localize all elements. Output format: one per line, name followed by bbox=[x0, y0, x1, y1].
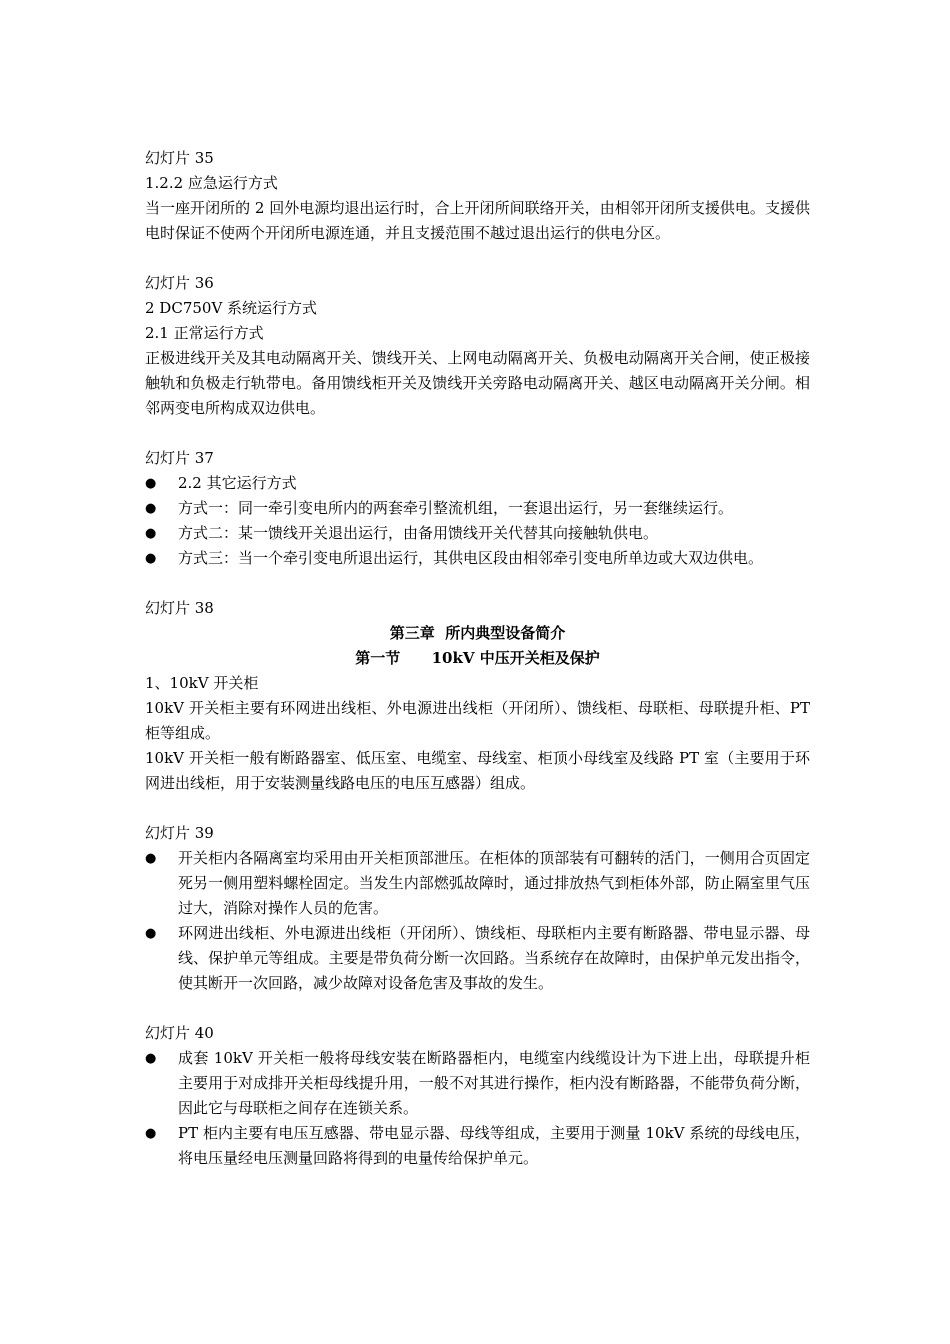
bullet-item: ● 成套 10kV 开关柜一般将母线安装在断路器柜内，电缆室内线缆设计为下进上出，母联提升柜主要用于对成排开关柜母线提升用，一般不对其进行操作，柜内没有断路器，不能带负荷分断，因此它与母联柜之间存在连锁关系。 bbox=[145, 1046, 810, 1121]
slide-label: 幻灯片 36 bbox=[145, 274, 214, 292]
section-title: 第一节 10kV 中压开关柜及保护 bbox=[355, 649, 600, 667]
bullet-icon: ● bbox=[145, 851, 157, 866]
paragraph: 10kV 开关柜一般有断路器室、低压室、电缆室、母线室、柜顶小母线室及线路 PT 室（主要用于环网进出线柜，用于安装测量线路电压的电压互感器）组成。 bbox=[145, 749, 810, 792]
bullet-icon: ● bbox=[145, 1126, 157, 1141]
slide-label: 幻灯片 37 bbox=[145, 449, 214, 467]
paragraph: 正极进线开关及其电动隔离开关、馈线开关、上网电动隔离开关、负极电动隔离开关合闸，使正极接触轨和负极走行轨带电。备用馈线柜开关及馈线开关旁路电动隔离开关、越区电动隔离开关分闸。相邻两变电所构成双边供电。 bbox=[145, 349, 810, 417]
bullet-icon: ● bbox=[145, 526, 157, 541]
slide-label: 幻灯片 40 bbox=[145, 1024, 214, 1042]
section-heading: 1.2.2 应急运行方式 bbox=[145, 174, 278, 192]
paragraph: 10kV 开关柜主要有环网进出线柜、外电源进出线柜（开闭所）、馈线柜、母联柜、母联提升柜、PT 柜等组成。 bbox=[145, 699, 810, 742]
slide-label: 幻灯片 35 bbox=[145, 149, 214, 167]
bullet-item: ● 方式三：当一个牵引变电所退出运行，其供电区段由相邻牵引变电所单边或大双边供电。 bbox=[145, 546, 810, 571]
bullet-item: ● 环网进出线柜、外电源进出线柜（开闭所）、馈线柜、母联柜内主要有断路器、带电显示器、母线、保护单元等组成。主要是带负荷分断一次回路。当系统存在故障时，由保护单元发出指令，使其断开一次回路，减少故障对设备危害及事故的发生。 bbox=[145, 921, 810, 996]
item-heading: 1、10kV 开关柜 bbox=[145, 674, 259, 692]
bullet-icon: ● bbox=[145, 551, 157, 566]
section-heading: 2 DC750V 系统运行方式 bbox=[145, 299, 318, 317]
bullet-item: ● 方式一：同一牵引变电所内的两套牵引整流机组，一套退出运行，另一套继续运行。 bbox=[145, 496, 810, 521]
bullet-icon: ● bbox=[145, 501, 157, 516]
document-page bbox=[145, 146, 810, 1171]
bullet-icon: ● bbox=[145, 1051, 157, 1066]
bullet-item: ● 开关柜内各隔离室均采用由开关柜顶部泄压。在柜体的顶部装有可翻转的活门，一侧用合页固定死另一侧用塑料螺栓固定。当发生内部燃弧故障时，通过排放热气到柜体外部，防止隔室里气压过大，消除对操作人员的危害。 bbox=[145, 846, 810, 921]
chapter-title: 第三章 所内典型设备简介 bbox=[389, 624, 566, 642]
paragraph: 当一座开闭所的 2 回外电源均退出运行时，合上开闭所间联络开关，由相邻开闭所支援供电。支援供电时保证不使两个开闭所电源连通，并且支援范围不越过退出运行的供电分区。 bbox=[145, 199, 810, 242]
slide-label: 幻灯片 38 bbox=[145, 599, 214, 617]
bullet-item: ● 方式二：某一馈线开关退出运行，由备用馈线开关代替其向接触轨供电。 bbox=[145, 521, 810, 546]
bullet-item: ● PT 柜内主要有电压互感器、带电显示器、母线等组成，主要用于测量 10kV 系统的母线电压，将电压量经电压测量回路将得到的电量传给保护单元。 bbox=[145, 1121, 810, 1171]
bullet-item: ● 2.2 其它运行方式 bbox=[145, 471, 810, 496]
slide-label: 幻灯片 39 bbox=[145, 824, 214, 842]
bullet-icon: ● bbox=[145, 926, 157, 941]
subsection-heading: 2.1 正常运行方式 bbox=[145, 324, 264, 342]
bullet-icon: ● bbox=[145, 476, 157, 491]
